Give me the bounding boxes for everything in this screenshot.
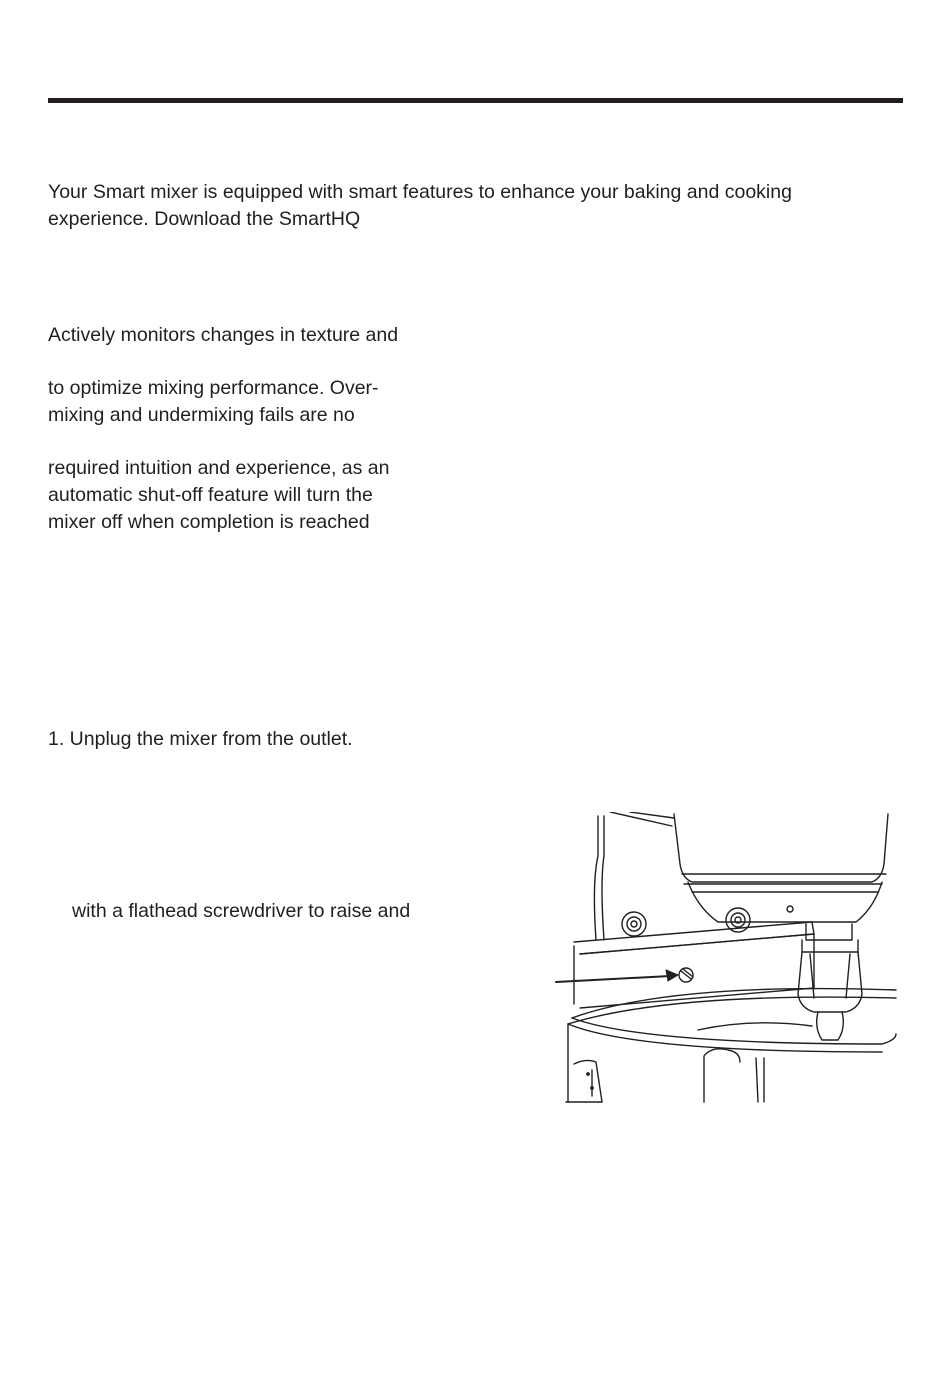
intro-line-2: experience. Download the SmartHQ xyxy=(48,208,361,230)
smart-line-2: to optimize mixing performance. Over- xyxy=(48,377,379,399)
smart-feature-paragraph xyxy=(48,322,468,562)
smart-line-1: Actively monitors changes in texture and xyxy=(48,324,399,346)
header-rule xyxy=(48,98,903,103)
smart-line-4: required intuition and experience, as an xyxy=(48,457,390,479)
step-1: 1. Unplug the mixer from the outlet. xyxy=(48,728,353,750)
smart-line-3: mixing and undermixing fails are no xyxy=(48,404,355,426)
step-2-fragment: with a flathead screwdriver to raise and xyxy=(72,900,411,922)
smart-line-6: mixer off when completion is reached xyxy=(48,511,370,533)
intro-paragraph xyxy=(48,179,908,233)
mixer-illustration xyxy=(552,812,898,1104)
smart-line-5: automatic shut-off feature will turn the xyxy=(48,484,373,506)
intro-line-1: Your Smart mixer is equipped with smart features to enhance your baking and cooking xyxy=(48,181,792,203)
